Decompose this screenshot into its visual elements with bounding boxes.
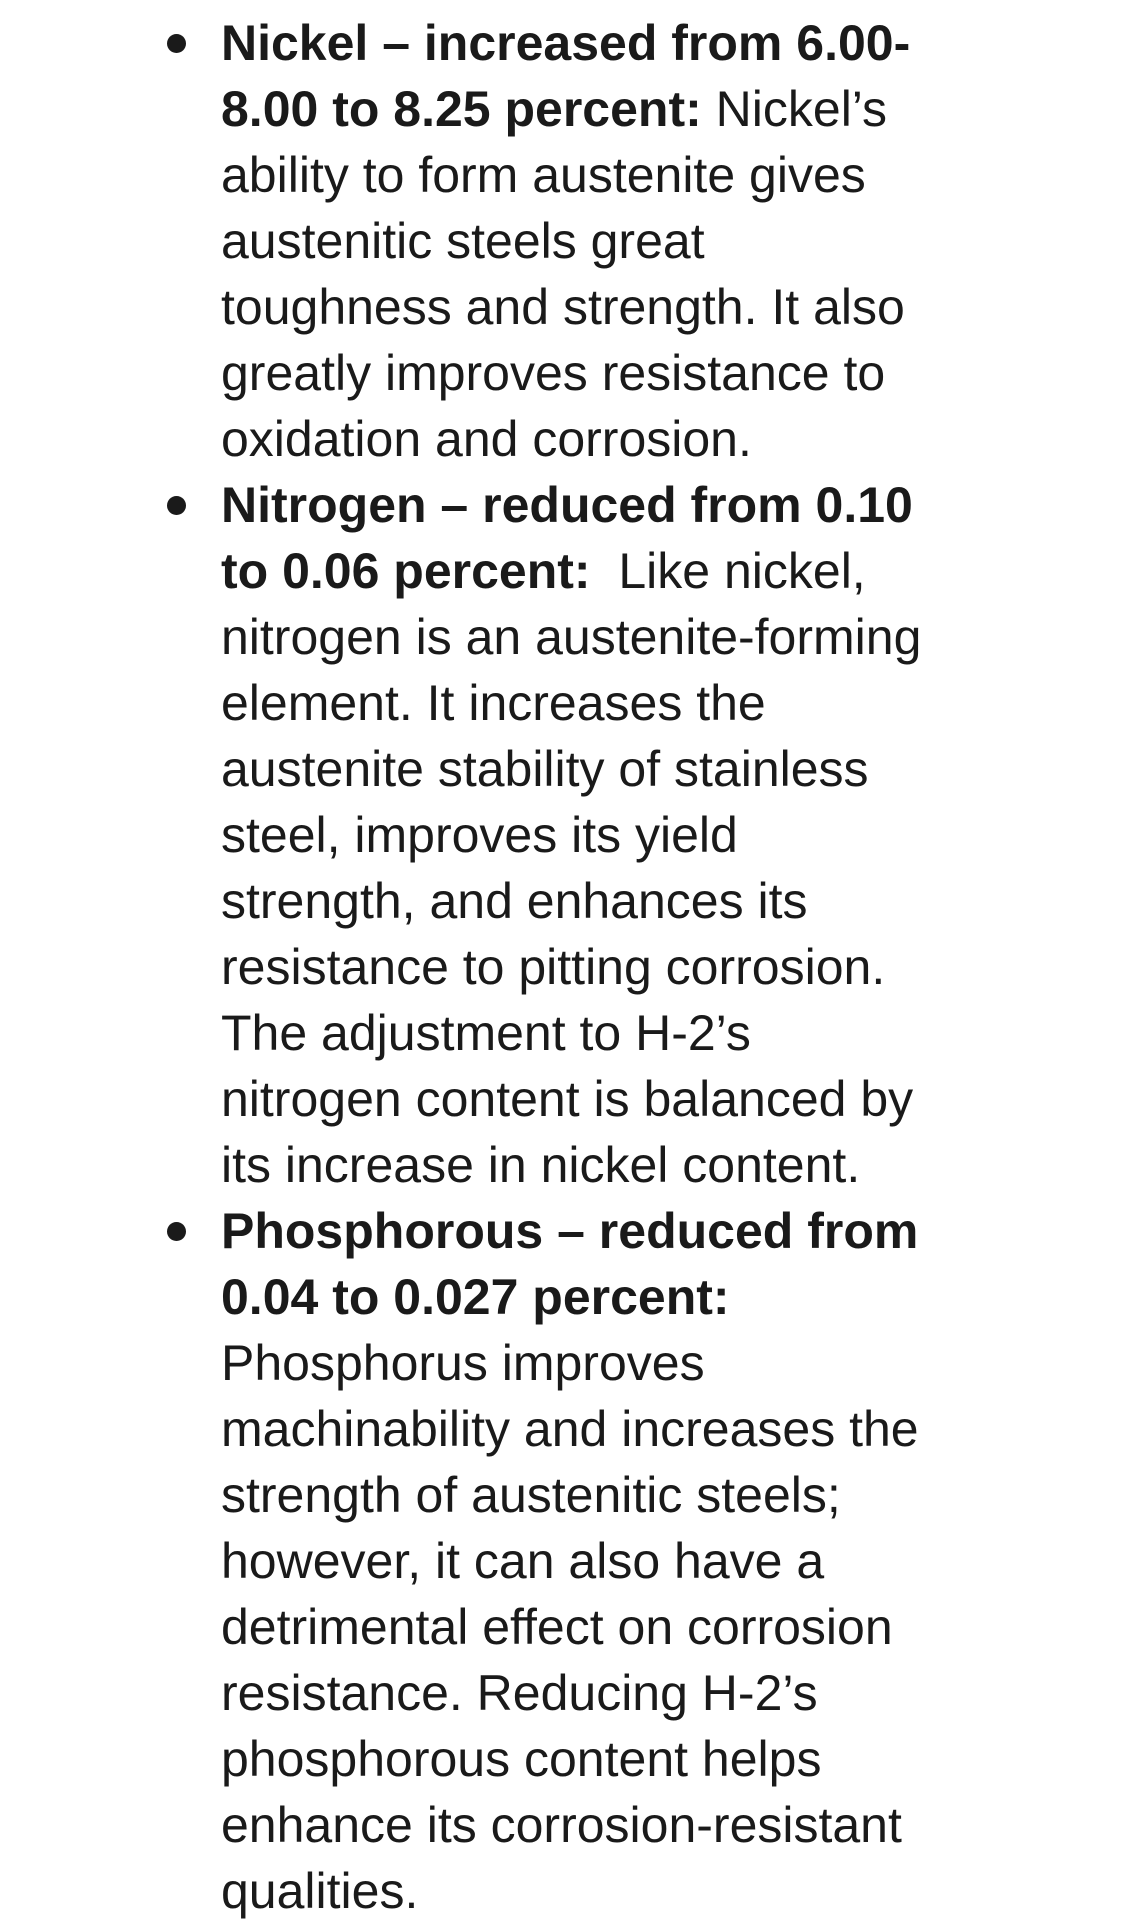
item-heading: 0.04 to 0.027 percent:	[221, 1269, 730, 1325]
item-text: enhance its corrosion-resistant	[221, 1797, 902, 1853]
bullet-dot-icon	[167, 496, 186, 515]
item-text: steel, improves its yield	[221, 807, 738, 863]
item-text: qualities.	[221, 1863, 419, 1919]
line	[221, 1198, 918, 1264]
item-text: resistance. Reducing H-2’s	[221, 1665, 818, 1721]
item-text: detrimental effect on corrosion	[221, 1599, 893, 1655]
item-heading: Nickel – increased from 6.00-	[221, 15, 911, 71]
item-text: toughness and strength. It also	[221, 279, 905, 335]
bullet-dot-icon	[167, 1222, 186, 1241]
item-text: Phosphorus improves	[221, 1335, 705, 1391]
line	[221, 76, 887, 142]
item-text: nitrogen content is balanced by	[221, 1071, 914, 1127]
line	[221, 538, 866, 604]
item-text: element. It increases the	[221, 675, 766, 731]
item-text: nitrogen is an austenite-forming	[221, 609, 922, 665]
item-text: resistance to pitting corrosion.	[221, 939, 886, 995]
item-text: Like nickel,	[618, 543, 866, 599]
item-text: ability to form austenite gives	[221, 147, 866, 203]
line	[221, 10, 910, 76]
item-text: strength of austenitic steels;	[221, 1467, 841, 1523]
item-heading: Phosphorous – reduced from	[221, 1203, 919, 1259]
item-text: however, it can also have a	[221, 1533, 825, 1589]
item-heading: to 0.06 percent:	[221, 543, 591, 599]
item-text: strength, and enhances its	[221, 873, 808, 929]
item-text: greatly improves resistance to	[221, 345, 886, 401]
item-text: oxidation and corrosion.	[221, 411, 752, 467]
line	[221, 1264, 730, 1330]
item-heading: Nitrogen – reduced from 0.10	[221, 477, 913, 533]
item-text: Nickel’s	[715, 81, 888, 137]
item-heading: 8.00 to 8.25 percent:	[221, 81, 702, 137]
item-text: its increase in nickel content.	[221, 1137, 861, 1193]
item-text: phosphorous content helps	[221, 1731, 822, 1787]
bullet-dot-icon	[167, 34, 186, 53]
item-text: The adjustment to H-2’s	[221, 1005, 751, 1061]
item-text: austenitic steels great	[221, 213, 705, 269]
item-text: austenite stability of stainless	[221, 741, 869, 797]
item-text: machinability and increases the	[221, 1401, 919, 1457]
line	[221, 472, 913, 538]
